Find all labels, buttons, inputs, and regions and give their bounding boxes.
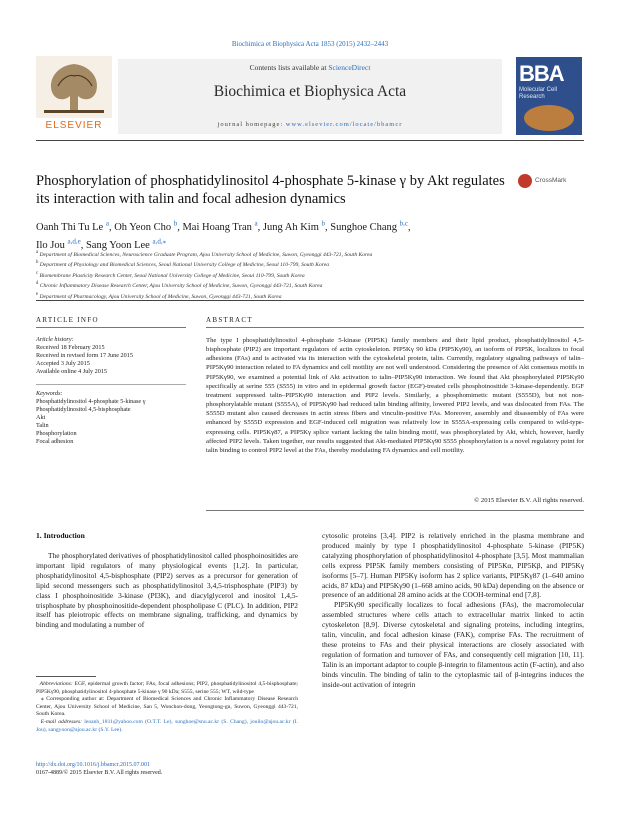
keyword: Focal adhesion <box>36 438 74 445</box>
affiliation: $^c$ Biomembrane Plasticity Research Center, Seoul National University College of Medicine, Seoul 110-799, South Korea <box>36 270 305 279</box>
running-header[interactable]: Biochimica et Biophysica Acta 1853 (2015) 2432–2443 <box>231 40 389 48</box>
keyword: Phosphorylation <box>36 430 77 437</box>
keyword: Phosphatidylinositol 4,5-bisphosphate <box>36 406 131 413</box>
intro-left-column <box>36 551 298 630</box>
crossmark-label: CrossMark <box>535 177 567 184</box>
abstract-copyright: © 2015 Elsevier B.V. All rights reserved. <box>474 497 584 504</box>
keyword: Phosphatidylinositol 4-phosphate 5-kinase γ <box>36 398 146 405</box>
history-label: Article history: <box>36 336 74 343</box>
affiliation-list <box>36 249 584 301</box>
keyword: Akt <box>36 414 46 421</box>
email-links[interactable]: leoanh_1811@yahoo.com (O.T.T. Le), sunghoe@snu.ac.kr (S. Chang), jouilo@ajou.ac.kr (I. Jou), sangyoon@ajou.ac.kr (S.Y. Lee). <box>36 718 299 733</box>
publisher-logo-text: ELSEVIER <box>45 120 103 131</box>
homepage-prefix: journal homepage: <box>217 121 284 128</box>
cover-subtitle: Molecular Cell Research <box>519 87 558 100</box>
abstract-rule <box>206 327 584 328</box>
affiliation: $^e$ Department of Pharmacology, Ajou University School of Medicine, Suwon, Gyeonggi 443-721, South Korea <box>36 291 282 300</box>
keyword: Talin <box>36 422 49 429</box>
article-info-heading: ARTICLE INFO <box>36 316 99 324</box>
journal-title: Biochimica et Biophysica Acta <box>213 83 407 100</box>
intro-paragraph: PIP5Kγ90 specifically localizes to focal adhesions (FAs), the macromolecular assembled structures where cells attach to extracellular matrix linked to actin cytoskeleton [8,9]. Diverse cytoskeletal and signaling proteins, including integrins, talin, vinculin, and focal adhesion kinase (FAK), comprise FAs. The recruitment of these proteins to FAs and their physical interactions are closely associated with regulation of formation and turnover of FAs, and consequently cell migration [10, 11]. Talin is an important adaptor to couple β-integrin to filamentous actin (F-actin), and also binds vinculin. The binding of talin to the cytoplasmic tail of β-integrins induces the inside-out activation of integrin <box>322 600 584 689</box>
abstract-text: The type I phosphatidylinositol 4-phosphate 5-kinase (PIP5K) family members and their lipid product, phosphatidylinositol 4,5-bisphosphate (PIP2) are important regulators of actin cytoskeleton. PIP5Kγ 90 kDa (PIP5Kγ90), an isoform of PIP5K, localizes to focal adhesions (FAs) and is activated via its interaction with the cytoskeletal protein, talin. Currently, regulatory signaling pathways of talin–PIP5Kγ90 interaction related to FA dynamics and cell motility are not well understood. Considering the presence of Akt consensus motifs in PIP5Kγ90, we examined a potential link of Akt activation to talin–PIP5Kγ90 interaction. We found that Akt phosphorylated PIP5Kγ90 specifically at serine 555 (S555) in vitro and in epidermal growth factor (EGF)-treated cells phosphoinositide 3-kinase-dependently. EGF treatment suppressed talin–PIP5Kγ90 interaction and PIP2 levels. Similarly, a phosphomimetic mutant (S555D), but not non-phosphorylatable mutant (S555A), of PIP5Kγ90 had reduced talin binding affinity, lowered PIP2 levels, and was dislocated from FAs. The S555D mutant also caused decreases in actin stress fibers and vinculin-positive FAs. Moreover, assembly and disassembly of FAs were enhanced by S555D expression and EGF-induced cell migration was relatively low in S555A-expressing cells compared to wild-type-expressing cells. PIP5Kγ87, a PIP5Kγ splice variant lacking the talin binding motif, was phosphorylated by Akt, which, however, hardly affected PIP2 levels. Taken together, our results suggested that Akt-mediated PIP5Kγ90 S555 phosphorylation is a novel regulatory point for talin binding to control PIP2 level at the FAs, thereby modulating FA dynamics and cell motility. <box>206 337 584 454</box>
keywords-rule <box>36 384 186 385</box>
author[interactable]: Sunghoe Chang $^{b,c}$, <box>330 219 411 233</box>
author[interactable]: Sang Yoon Lee $^{a,d,⁎}$ <box>85 237 167 251</box>
history-item: Received 18 February 2015 <box>36 344 105 351</box>
history-item: Accepted 3 July 2015 <box>36 360 90 367</box>
author[interactable]: Jung Ah Kim $^b$, <box>262 219 331 233</box>
author[interactable]: Mai Hoang Tran $^a$, <box>182 219 263 233</box>
affiliation: $^a$ Department of Biomedical Sciences, Neuroscience Graduate Program, Ajou University School of Medicine, Suwon, Gyeonggi 443-721, South Korea <box>36 250 373 258</box>
author-list <box>36 216 584 253</box>
footnote-rule <box>36 676 96 677</box>
footnotes <box>36 681 298 734</box>
journal-homepage <box>118 121 502 128</box>
doi-link[interactable]: http://dx.doi.org/10.1016/j.bbamcr.2015.07.001 <box>36 762 151 768</box>
affiliation: $^b$ Department of Physiology and Biomedical Sciences, Seoul National University College of Medicine, Seoul 110-799, South Korea <box>36 260 329 269</box>
abbreviations-footnote: Abbreviations: EGF, epidermal growth factor; FAs, focal adhesions; PIP2, phosphatidylinositol 4,5-bisphosphate; PIP5Kγ90, phosphatidylinositol 4-phosphate 5-kinase γ 90 kDa; S555, serine 555; WT, wild-type <box>36 681 298 695</box>
keywords-label: Keywords: <box>36 390 63 397</box>
cover-image <box>524 105 574 131</box>
sciencedirect-link[interactable]: ScienceDirect <box>328 63 371 72</box>
intro-paragraph: cytosolic proteins [3,4]. PIP2 is relatively enriched in the plasma membrane and produced mainly by type I phosphatidylinositol 4-phosphate 5-kinase (PIP5K) catalyzing phosphorylation of phosphatidylinositol 4-phosphate [3,5]. Most mammalian cells express PIP5K family members consisting of PIP5Kα, PIP5Kβ, and PIP5Kγ isoforms [5–7]. Human PIP5Kγ isoform has 2 splice variants, PIP5Kγ87 (1–640 amino acids, 87 kDa) and PIP5Kγ90 (1–668 amino acids, 90 kDa) depending on the absence or presence of an additional 28 amino acids at the COOH-terminal end [7,8]. <box>322 531 584 600</box>
article-title: Phosphorylation of phosphatidylinositol 4-phosphate 5-kinase γ by Akt regulates its interaction with talin and focal adhesion dynamics <box>36 173 505 207</box>
homepage-link[interactable]: www.elsevier.com/locate/bbamcr <box>285 121 403 128</box>
author[interactable]: Oanh Thi Tu Le $^a$, <box>36 219 115 233</box>
intro-right-column <box>322 531 584 690</box>
issn-line: 0167-4889/© 2015 Elsevier B.V. All rights reserved. <box>36 770 163 776</box>
contents-line <box>118 63 502 72</box>
abstract-heading: ABSTRACT <box>206 316 253 324</box>
author[interactable]: Ilo Jou $^{a,d,e}$, <box>36 237 86 251</box>
crossmark-badge[interactable] <box>518 174 586 190</box>
email-footnote: E-mail addresses: leoanh_1811@yahoo.com (O.T.T. Le), sunghoe@snu.ac.kr (S. Chang), jouilo@ajou.ac.kr (I. Jou), sangyoon@ajou.ac.kr (S.Y. Lee). <box>36 718 299 733</box>
crossmark-icon <box>518 174 532 188</box>
contents-prefix: Contents lists available at <box>249 63 327 72</box>
abstract-end-rule <box>206 510 584 511</box>
article-info-rule <box>36 327 186 328</box>
affiliation-rule <box>36 300 584 301</box>
author[interactable]: Oh Yeon Cho $^b$, <box>114 219 183 233</box>
history-item: Available online 4 July 2015 <box>36 368 108 375</box>
corresponding-footnote: ⁎ Corresponding author at: Department of Biomedical Sciences and Chronic Inflammatory Disease Research Center, Ajou University School of Medicine, San 5, Wonchon-dong, Yeongtong-gu, Suwon, Gyeonggi 443-721, South Korea. <box>36 696 299 718</box>
cover-title: BBA <box>519 61 564 86</box>
doi-block <box>36 761 162 777</box>
introduction-heading: 1. Introduction <box>36 531 85 540</box>
keywords <box>36 390 196 446</box>
intro-paragraph: The phosphorylated derivatives of phosphatidylinositol called phosphoinositides are important lipid regulators of many physiological events [1,2]. In particular, phosphatidylinositol 4,5-bisphosphate (PIP2) serves as a precursor for generation of lipid second messengers such as phosphatidylinositol 3,4,5-trisphosphate (PIP3) by class I phosphoinositide 3-kinase (PI3K), and diacylglycerol and inositol 1,4,5-trisphosphate by phosphoinositide-dependent phospholipase C (PLC). In addition, PIP2 itself has pleiotropic effects on membrane signaling, trafficking, and dynamics by binding and modulating a number of <box>36 551 298 630</box>
history-item: Received in revised form 17 June 2015 <box>36 352 133 359</box>
journal-cover[interactable] <box>516 57 582 135</box>
elsevier-tree-icon <box>36 56 112 118</box>
affiliation: $^d$ Chronic Inflammatory Disease Research Center, Ajou University School of Medicine, Suwon, Gyeonggi 443-721, South Korea <box>36 281 323 290</box>
article-history <box>36 336 196 376</box>
header-rule <box>36 140 584 141</box>
